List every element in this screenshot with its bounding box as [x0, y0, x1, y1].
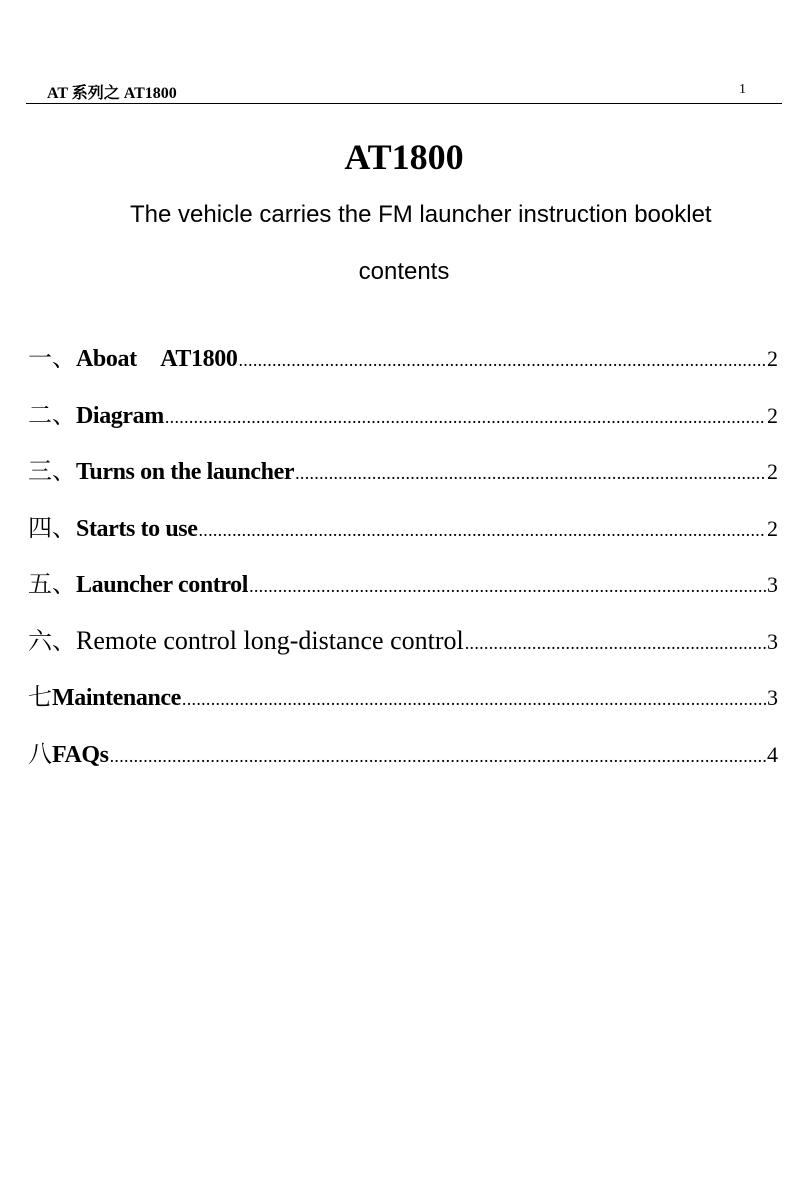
toc-entry-number: 六	[28, 628, 52, 655]
toc-dot-leader	[249, 576, 766, 597]
document-title: AT1800	[344, 137, 464, 177]
toc-entry-separator: 、	[52, 572, 76, 598]
toc-entry-page: 2	[767, 459, 778, 484]
running-header	[26, 79, 782, 104]
toc-heading: contents	[358, 258, 450, 285]
toc-entry-page: 2	[767, 515, 778, 541]
toc-entry-label: Turns on the launcher	[76, 459, 295, 485]
toc-entry-label: Starts to use	[76, 515, 198, 542]
toc-entry-label: Maintenance	[52, 685, 181, 711]
toc-entry-launcher-control[interactable]	[28, 564, 778, 621]
toc-entry-number: 四	[28, 515, 52, 542]
table-of-contents	[28, 338, 778, 790]
toc-entry-page: 3	[767, 685, 778, 710]
toc-dot-leader	[198, 520, 766, 541]
header-title: AT 系列之 AT1800	[47, 85, 177, 102]
toc-entry-number: 五	[28, 572, 52, 598]
toc-dot-leader	[465, 633, 766, 654]
toc-entry-number: 三	[28, 459, 52, 485]
toc-entry-separator: 、	[52, 628, 76, 655]
toc-entry-page: 3	[767, 572, 778, 597]
toc-dot-leader	[165, 407, 766, 428]
toc-entry-faqs[interactable]	[28, 734, 778, 791]
toc-entry-number: 二	[28, 402, 52, 429]
toc-entry-number: 七	[28, 685, 52, 711]
toc-entry-maintenance[interactable]	[28, 677, 778, 734]
toc-entry-turns-on[interactable]	[28, 451, 778, 508]
toc-entry-remote-control[interactable]	[28, 621, 778, 678]
toc-entry-page: 3	[767, 628, 778, 654]
toc-entry-diagram[interactable]	[28, 395, 778, 452]
toc-entry-page: 2	[767, 402, 778, 428]
toc-dot-leader	[295, 463, 766, 484]
toc-entry-number: 一	[28, 346, 52, 372]
toc-entry-label: Remote control long-distance control	[76, 625, 464, 655]
toc-entry-label: Aboat AT1800	[76, 346, 238, 372]
toc-entry-separator: 、	[52, 515, 76, 542]
toc-dot-leader	[182, 689, 766, 710]
toc-entry-label: Diagram	[76, 402, 164, 429]
toc-entry-separator: 、	[52, 346, 76, 372]
toc-entry-separator: 、	[52, 459, 76, 485]
toc-entry-number: 八	[28, 741, 52, 768]
toc-entry-label: Launcher control	[76, 572, 249, 598]
toc-entry-separator: 、	[52, 402, 76, 429]
toc-entry-about[interactable]	[28, 338, 778, 395]
toc-entry-page: 2	[767, 346, 778, 371]
header-page-number: 1	[739, 82, 746, 97]
document-subtitle: The vehicle carries the FM launcher instruction booklet	[130, 201, 712, 228]
toc-entry-page: 4	[767, 741, 778, 767]
toc-entry-starts-to-use[interactable]	[28, 508, 778, 565]
toc-dot-leader	[110, 746, 766, 767]
toc-entry-label: FAQs	[52, 741, 109, 768]
toc-dot-leader	[238, 350, 766, 371]
